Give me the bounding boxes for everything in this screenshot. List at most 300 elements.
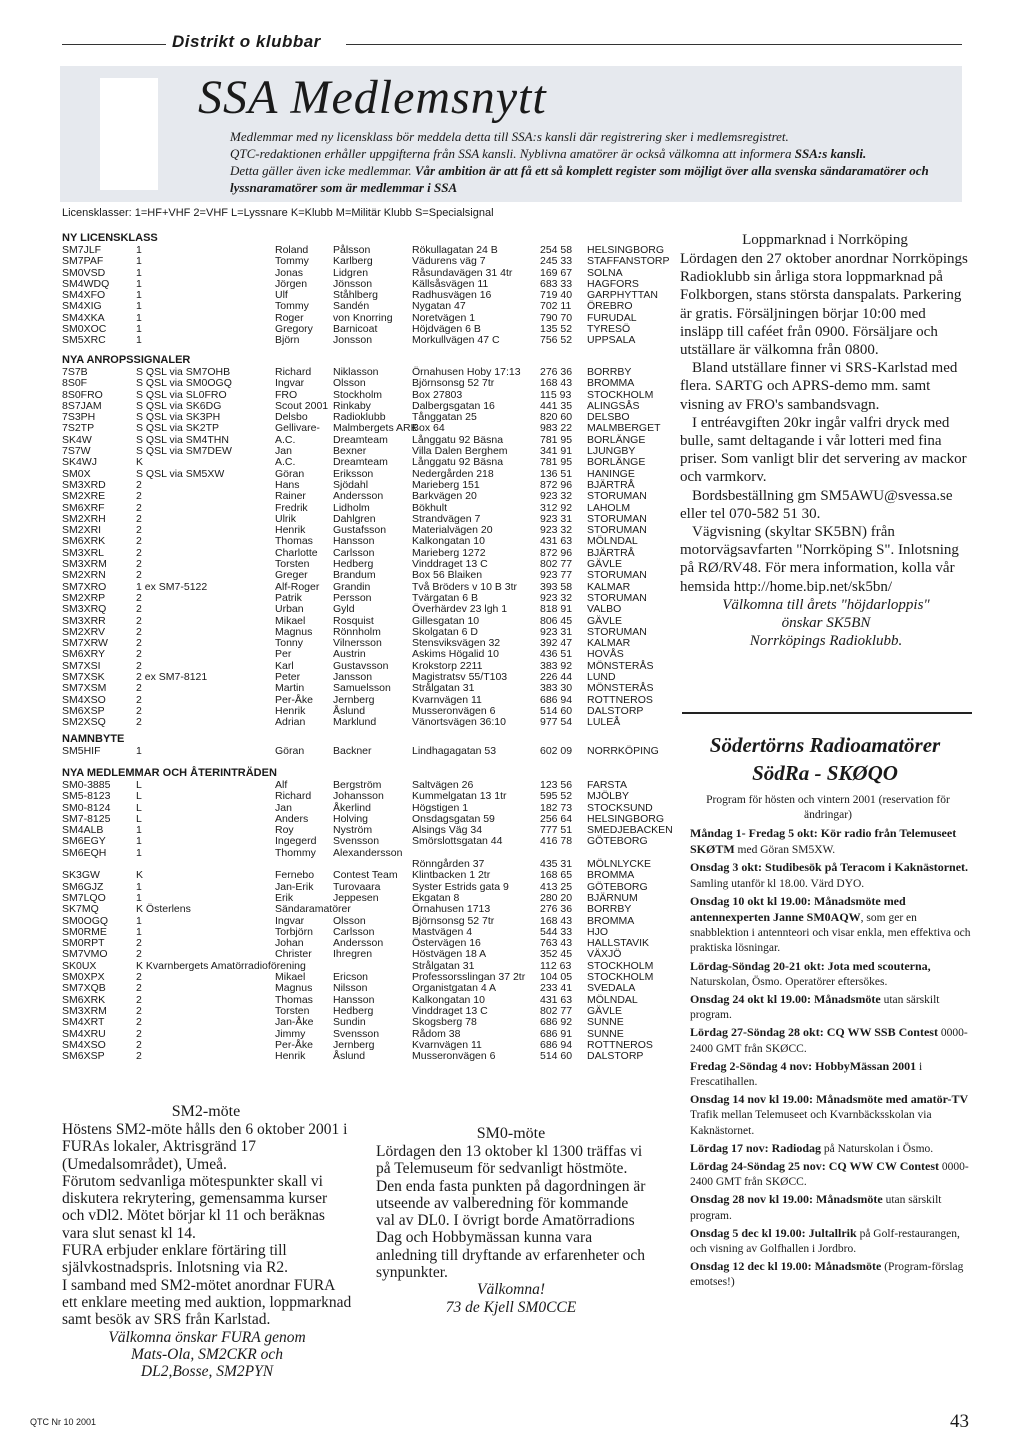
callsign: SM0XOC [62,323,107,336]
last-name: Grandin [333,580,371,593]
callsign: 7S7B [62,366,88,378]
first-name: Alf [275,779,288,791]
license-class: L [136,779,142,791]
callsign: SK4WJ [62,456,98,469]
address: Vänortsvägen 36:10 [412,716,506,729]
first-name: Jonas [275,266,304,279]
last-name: Karlberg [333,255,373,268]
postcode: 781 95 [540,433,573,446]
schedule-item-heading: Lördag-Söndag 20-21 okt: Jota med scouterna, [690,958,931,973]
schedule-item-heading: Onsdag 3 okt: Studibesök på Teracom i Kaknästornet. [690,860,969,875]
city: GÄVLE [587,614,623,627]
last-name: Åslund [333,1050,366,1063]
address: Björnsonsg 52 7tr [412,914,495,927]
city: HJO [587,925,608,938]
license-class: 1 [136,255,142,268]
postcode: 435 31 [540,858,573,871]
banner-line-3a: Detta gäller även icke medlemmar. [230,163,415,178]
schedule-item [690,1159,975,1190]
callsign: SM7JLF [62,244,102,256]
address: Högstigen 1 [412,801,469,814]
city: BORRBY [587,366,632,378]
license-class: K Kvarnbergets Amatörradioförening [136,959,306,972]
last-name: Jansson [333,671,373,684]
last-name: Olsson [333,377,366,390]
city: KALMAR [587,580,631,593]
postcode: 112 63 [540,959,572,972]
callsign: SM2XRP [62,591,106,604]
address: Mastvägen 4 [412,925,473,938]
loppmarknad-sign-3: Norrköpings Radioklubb. [749,633,903,650]
first-name: Jan [275,801,292,814]
address: Krokstorp 2211 [412,659,483,672]
callsign: SM4XIG [62,300,102,313]
license-class: 2 [136,558,142,571]
city: MALMBERGET [587,422,661,435]
city: STOCKHOLM [587,388,654,401]
schedule-item-text: på Golf-restaurangen, och visning av Golfhallen i Jordbro. [690,1227,960,1256]
license-class: 1 [136,311,142,324]
callsign: SM5-8123 [62,790,111,803]
last-name: Åkerlind [333,801,371,814]
callsign: SK4W [62,433,92,446]
address: Dalbergsgatan 16 [412,399,495,412]
callsign: SM6XSP [62,1050,105,1063]
postcode: 514 60 [540,1050,573,1063]
postcode: 756 52 [540,334,573,347]
sm0-sign-1: Välkomna! [476,1281,545,1299]
license-class: S QSL via SM4THN [136,433,229,446]
city: ÖREBRO [587,300,633,313]
callsign: SM7LQO [62,891,106,904]
city: STORUMAN [587,512,647,525]
postcode: 276 36 [540,366,573,378]
banner-line-3b: Vår ambition är att få ett så komplett register som möjligt över alla svenska sändaramatörer och lyssnaramatörer som är medlemmar i SSA [230,163,929,195]
first-name: Christer [275,948,312,961]
city: STAFFANSTORP [587,255,670,268]
postcode: 431 63 [540,535,573,548]
city: ROTTNEROS [587,693,653,706]
address: Östervägen 16 [412,937,481,950]
address: Kummelgatan 13 1tr [412,790,507,803]
address: Askims Högalid 10 [412,648,499,661]
last-name: Jönsson [333,277,373,290]
schedule-item-heading: Onsdag 5 dec kl 19.00: Jultallrik [690,1225,857,1240]
last-name: Persson [333,591,372,604]
license-class: K Österlens [136,903,191,916]
postcode: 544 33 [540,925,573,938]
sodra-subtitle: SödRa - SKØQO [752,761,898,785]
last-name: Sjödahl [333,478,369,491]
postcode: 514 60 [540,704,573,717]
address: Kvarnvägen 11 [412,693,482,706]
schedule-item-heading: Lördag 17 nov: Radiodag [690,1140,822,1155]
postcode: 719 40 [540,289,573,302]
city: STORUMAN [587,524,647,537]
first-name: Björn [275,334,300,347]
address: Strandvägen 7 [412,512,481,525]
last-name: von Knorring [333,311,393,324]
license-class: 2 [136,1038,142,1051]
first-name: Charlotte [275,546,318,559]
license-class: 2 ex SM7-8121 [136,671,208,684]
city: HAGFORS [587,277,639,290]
postcode: 686 94 [540,693,573,706]
city: STOCKHOLM [587,971,654,984]
callsign: SM6XRF [62,501,105,514]
address: Morkullvägen 47 C [412,334,500,347]
callsign: SM5HIF [62,745,101,757]
city: VALBO [587,603,622,616]
first-name: Roy [275,824,294,837]
postcode: 352 45 [540,948,573,961]
sm2-p1: Höstens SM2-möte hålls den 6 oktober 2001 i FURAs lokaler, Aktrisgränd 17 (Umedalsområdet), Umeå. [62,1121,348,1173]
city: SUNNE [587,1016,624,1029]
address: Box 56 Blaiken [412,569,483,582]
schedule-item [690,1059,975,1090]
first-name: Ingvar [275,914,305,927]
postcode: 182 73 [540,801,573,814]
address: Stensviksvägen 32 [412,637,501,650]
city: GÄVLE [587,1004,623,1017]
license-class: 2 [136,693,142,706]
city: BROMMA [587,377,635,390]
first-name: Roger [275,311,304,324]
address: Klintbacken 1 2tr [412,869,491,882]
banner-line-2b: SSA:s kansli. [794,146,867,161]
postcode: 169 67 [540,266,573,279]
license-class: S QSL via SL0FRO [136,388,227,401]
callsign: 7S2TP [62,422,95,435]
schedule-item-text: utan särskilt program. [690,994,940,1022]
callsign: SM3XRL [62,546,105,559]
last-name: Jeppesen [333,891,379,904]
license-class: 2 [136,625,142,638]
city: HELSINGBORG [587,812,665,825]
callsign: SM4XKA [62,311,105,324]
postcode: 245 33 [540,255,573,268]
license-class: 2 [136,971,142,984]
last-name: Barnicoat [333,323,378,336]
last-name: Rinkaby [333,399,371,412]
first-name: Jan-Åke [275,1016,314,1029]
city: STORUMAN [587,490,647,503]
sm2-p4: I samband med SM2-mötet anordnar FURA ett enklare meeting med auktion, loppmarknad samt besök av SRS från Karlstad. [62,1276,352,1329]
last-name: Dreamteam [333,456,388,469]
schedule-item-heading: Onsdag 12 dec kl 19.00: Månadsmöte [690,1259,882,1274]
last-name: Stockholm [333,388,383,401]
last-name: Ihregren [333,948,373,961]
callsign: 8S0FRO [62,388,103,401]
callsign: SM2XRH [62,512,106,525]
last-name: Niklasson [333,366,379,378]
address: Syster Estrids gata 9 [412,880,509,893]
postcode: 872 96 [540,478,573,491]
last-name: Ericson [333,971,369,984]
license-class: S QSL via SM7OHB [136,366,231,378]
first-name: Ingegerd [275,835,317,848]
page-number: 43 [950,1411,969,1432]
address: Tvärgatan 6 B [412,591,478,604]
license-class: 2 [136,524,142,537]
callsign: SM6GJZ [62,880,104,893]
first-name: Patrik [275,591,302,604]
city: DALSTORP [587,704,644,717]
callsign: SM6XSP [62,704,105,717]
sodra-intro: Program för hösten och vintern 2001 (reservation för ändringar) [706,794,950,821]
license-class: 2 [136,682,142,695]
last-name: Rosquist [333,614,374,627]
last-name: Sundin [333,1016,366,1029]
first-name: Richard [275,366,312,378]
callsign: SM3XRQ [62,603,107,616]
city: BROMMA [587,869,635,882]
schedule-item-text: utan särskilt program. [690,1194,942,1222]
callsign: SM0RPT [62,937,105,950]
banner-logo-area [100,78,158,190]
first-name: Alf-Roger [275,580,320,593]
callsign: SM7XRO [62,580,107,593]
first-name: A.C. [275,456,296,469]
address: Marieberg 151 [412,478,480,491]
first-name: A.C. [275,433,296,446]
first-name: Mikael [275,614,306,627]
city: BORRBY [587,903,632,916]
last-name: Nyström [333,824,373,837]
schedule-item-text: i Frescatihallen. [690,1060,923,1089]
license-class: L [136,790,142,803]
first-name: Tommy [275,255,309,268]
address: Skolgatan 6 D [412,625,478,638]
sm2-article [62,1121,352,1380]
banner-line-2 [230,145,950,162]
postcode: 790 70 [540,311,573,324]
callsign: SM0XPX [62,971,105,984]
callsign: 8S0F [62,377,88,390]
postcode: 686 91 [540,1027,573,1040]
callsign: SK3GW [62,869,100,882]
callsign: SM4XSO [62,1038,106,1051]
city: BJÄRNUM [587,891,638,904]
schedule-item-heading: Onsdag 28 nov kl 19.00: Månadsmöte [690,1192,883,1207]
schedule-item-heading: Onsdag 14 nov kl 19.00: Månadsmöte med amatör-TV [690,1092,969,1107]
city: TYRESÖ [587,323,631,336]
postcode: 818 91 [540,603,573,616]
callsign: SM0X [62,467,91,480]
callsign: SM7-8125 [62,812,111,825]
first-name: Ingvar [275,377,305,390]
license-class: 2 [136,937,142,950]
postcode: 312 92 [540,501,573,514]
schedule-item-text: på Naturskolan i Ösmo. [821,1142,934,1155]
first-name: Per-Åke [275,693,313,706]
city: GÖTEBORG [587,835,648,848]
address: Höjdvägen 6 B [412,323,481,336]
last-name: Johansson [333,790,384,803]
address: Överhärdev 23 lgh 1 [412,603,508,616]
address: Alsings Väg 34 [412,824,483,837]
schedule-item-text: , som ger en snabblektion i antennteori och visar enkla, men effektiva och praktiska lösningar. [690,912,971,955]
address: Strålgatan 31 [412,682,475,695]
license-class: L [136,812,142,825]
first-name: Ulf [275,289,288,302]
address: Skogsberg 78 [412,1016,477,1029]
last-name: Gustafsson [333,524,387,537]
sm0-title: SM0-möte [476,1125,546,1142]
license-class: 1 [136,835,142,848]
last-name: Backner [333,745,372,757]
schedule-item [690,894,975,957]
loppmarknad-p1: Lördagen den 27 oktober anordnar Norrköpings Radioklubb sin årliga stora loppmarknad på Folkborgen, stans största danspalats. Parkering är gratis. Försäljningen börjar 10:00 med insläpp till caféet från 0900. Försäljare och utställare är välkomna från 0800. [680,251,968,359]
first-name: Hans [275,478,300,491]
column-divider [682,712,972,714]
address: Smörslottsgatan 44 [412,835,503,848]
city: MÖLNLYCKE [587,858,651,871]
callsign: SM3XRD [62,478,106,491]
loppmarknad-title: Loppmarknad i Norrköping [742,232,908,248]
schedule-item-text: Samling utanför kl 18.00. Värd DYO. [690,877,865,890]
callsign: SM6XRY [62,648,105,661]
first-name: Per [275,648,292,661]
address: Björnsonsg 52 7tr [412,377,495,390]
license-class: 1 [136,745,142,757]
address: Rönngården 37 [412,858,485,871]
city: UPPSALA [587,334,636,347]
header-rule-right [346,44,962,45]
first-name: Gellivare- [275,422,320,435]
callsign: SM4XSO [62,693,106,706]
last-name: Radioklubb [333,411,386,424]
last-name: Dahlgren [333,512,376,525]
callsign: SM2XRE [62,490,106,503]
license-class: 2 [136,512,142,525]
last-name: Gyld [333,603,355,616]
license-class: 2 [136,478,142,491]
postcode: 168 43 [540,377,573,390]
postcode: 923 32 [540,490,573,503]
city: VÄXJÖ [587,948,622,961]
first-name: Urban [275,603,304,616]
city: BROMMA [587,914,635,927]
last-name: Hedberg [333,558,374,571]
schedule-item [690,1025,975,1056]
first-name: Tonny [275,637,304,650]
first-name: Richard [275,790,312,803]
first-name: Greger [275,569,308,582]
last-name: Gustavsson [333,659,389,672]
last-name: Samuelsson [333,682,391,695]
loppmarknad-article [680,250,972,650]
callsign: SM5XRC [62,334,106,347]
schedule-item [690,992,975,1023]
last-name: Contest Team [333,869,398,882]
last-name: Bexner [333,445,367,458]
loppmarknad-sign-1: Välkomna till årets "höjdarloppis" [722,596,930,613]
last-name: Svensson [333,835,380,848]
license-class: S QSL via SM7DEW [136,445,232,458]
license-class: 2 [136,982,142,995]
first-name: Göran [275,745,305,757]
last-name: Nilsson [333,982,368,995]
banner-line-1: Medlemmar med ny licensklass bör meddela detta till SSA:s kansli där registrering sker i medlemsregistret. [230,129,789,144]
first-name: Roland [275,244,309,256]
sm2-p2: Förutom sedvanliga mötespunkter skall vi diskutera rekrytering, gemensamma kurser och vDl2. Mötet börjar kl 11 och beräknas vara slut senast kl 14. [62,1172,328,1242]
postcode: 702 11 [540,300,572,313]
postcode: 383 30 [540,682,573,695]
city: MÖNSTERÅS [587,659,654,672]
schedule-item [690,1092,975,1139]
schedule-item-heading: Lördag 24-Söndag 25 nov: CQ WW CW Contest [690,1159,940,1174]
address: Tånggatan 25 [412,411,477,424]
last-name: Åslund [333,704,366,717]
license-class: 2 [136,569,142,582]
address: Radhusvägen 16 [412,289,492,302]
city: SOLNA [587,266,623,279]
address: Nedergården 218 [412,467,494,480]
last-name: Jernberg [333,693,375,706]
address: Höstvägen 18 A [412,948,487,961]
last-name: Vilnersson [333,637,382,650]
callsign: SK7MQ [62,903,99,916]
header-rule-left [62,44,166,45]
sm2-sign-1: Välkomna önskar FURA genom [108,1328,306,1346]
callsign: 7S7W [62,445,91,458]
callsign: SM7XQB [62,982,106,995]
postcode: 168 43 [540,914,573,927]
callsign: SM7XSI [62,659,101,672]
city: SMEDJEBACKEN [587,824,673,837]
city: FARSTA [587,779,628,791]
schedule-item-heading: Fredag 2-Söndag 4 nov: HobbyMässan 2001 [690,1058,917,1073]
first-name: Per-Åke [275,1038,313,1051]
city: BORLÄNGE [587,456,646,469]
callsign: SM7XSK [62,671,105,684]
address: Långgatu 92 Bäsna [412,456,504,469]
sm2-title: SM2-möte [171,1103,241,1120]
loppmarknad-p4: Bordsbeställning gm SM5AWU@svessa.se eller tel 070-582 51 30. [680,487,953,522]
city: DALSTORP [587,1050,644,1063]
issue-footer: QTC Nr 10 2001 [30,1417,97,1427]
license-legend: Licensklasser: 1=HF+VHF 2=VHF L=Lyssnare K=Klubb M=Militär Klubb S=Specialsignal [62,207,494,219]
address: Kvarnvägen 11 [412,1038,482,1051]
postcode: 276 36 [540,903,573,916]
address: Kalkongatan 10 [412,535,485,548]
license-class: 2 [136,993,142,1006]
city: LJUNGBY [587,445,636,458]
sm0-p1: Lördagen den 13 oktober kl 1300 träffas vi på Telemuseum för sedvanligt höstmöte. Den enda fasta punkten på dagordningen är utseende av valberedning för kommande val av DL0. I övrigt borde Amatörradions Dag och Hobbymässan kunna vara anledning till dryftande av erfarenheter och synpunkter. [376,1143,646,1282]
last-name: Holving [333,812,369,825]
license-class: 1 [136,925,142,938]
postcode: 392 47 [540,637,573,650]
first-name: Adrian [275,716,306,729]
sm2-sign-2: Mats-Ola, SM2CKR och [131,1345,283,1363]
last-name: Brandum [333,569,376,582]
sodra-title: Södertörns Radioamatörer [709,733,941,757]
city: STOCKSUND [587,801,653,814]
banner-text [230,128,950,196]
address: Källsåsvägen 11 [412,277,489,290]
last-name: Hansson [333,993,375,1006]
last-name: Ståhlberg [333,289,378,302]
license-class: 2 [136,501,142,514]
schedule-item [690,959,975,990]
postcode: 431 63 [540,993,573,1006]
callsign: SM3XRM [62,1004,107,1017]
license-class: 1 [136,914,142,927]
schedule-item-text: 0000-2400 GMT från SKØCC. [690,1161,969,1189]
postcode: 233 41 [540,982,573,995]
first-name: Jimmy [275,1027,306,1040]
